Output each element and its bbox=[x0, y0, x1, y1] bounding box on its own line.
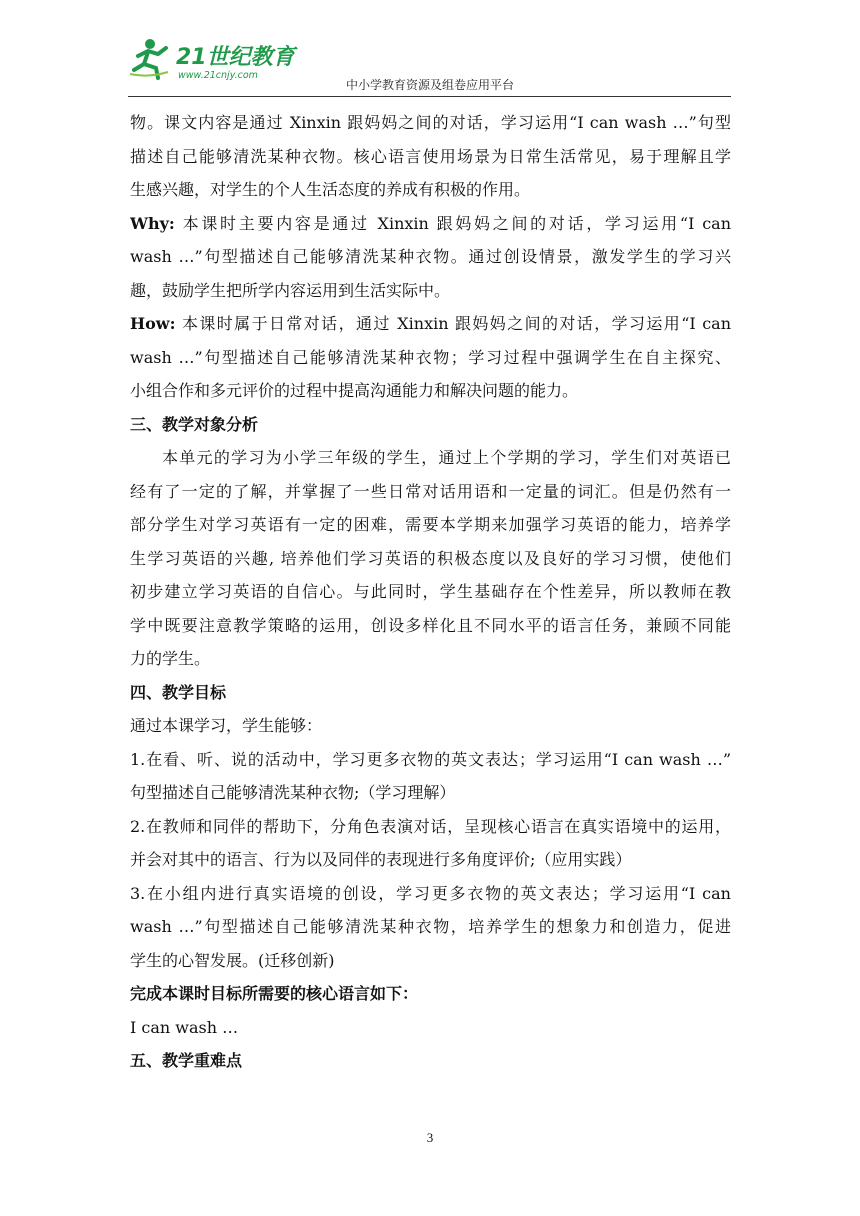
text-line: 描述自己能够清洗某种衣物。核心语言使用场景为日常生活常见，易于理解且学 bbox=[130, 146, 731, 166]
text-line: 3.在小组内进行真实语境的创设，学习更多衣物的英文表达；学习运用“I can bbox=[130, 883, 731, 903]
how-label: How: bbox=[130, 314, 176, 333]
text-line: 生学习英语的兴趣, 培养他们学习英语的积极态度以及良好的学习习惯，使他们 bbox=[130, 548, 731, 568]
text-line: 2.在教师和同伴的帮助下，分角色表演对话，呈现核心语言在真实语境中的运用， bbox=[130, 816, 731, 836]
text-line: 初步建立学习英语的自信心。与此同时，学生基础存在个性差异，所以教师在教 bbox=[130, 582, 731, 601]
text-line: 通过本课学习，学生能够： bbox=[130, 716, 323, 735]
text-line: 生感兴趣，对学生的个人生活态度的养成有积极的作用。 bbox=[130, 180, 531, 199]
section-heading: 四、教学目标 bbox=[130, 682, 227, 702]
page-number: 3 bbox=[426, 1130, 434, 1145]
text-line: 学生的心智发展。(迁移创新) bbox=[130, 950, 335, 970]
text-span: 本课时属于日常对话，通过 Xinxin 跟妈妈之间的对话，学习运用“I can bbox=[181, 314, 731, 333]
text-line: 学中既要注意教学策略的运用，创设多样化且不同水平的语言任务，兼顾不同能 bbox=[130, 615, 731, 635]
why-paragraph-line bbox=[130, 207, 731, 241]
text-line: 小组合作和多元评价的过程中提高沟通能力和解决问题的能力。 bbox=[130, 381, 579, 400]
header-subtitle: 中小学教育资源及组卷应用平台 bbox=[345, 78, 514, 92]
text-line: 部分学生对学习英语有一定的困难，需要本学期来加强学习英语的能力，培养学 bbox=[130, 515, 731, 534]
text-line: 力的学生。 bbox=[130, 649, 211, 668]
text-line: 物。课文内容是通过 Xinxin 跟妈妈之间的对话，学习运用“I can wash …”句型 bbox=[130, 113, 731, 132]
text-line: 本单元的学习为小学三年级的学生，通过上个学期的学习，学生们对英语已 bbox=[162, 448, 731, 467]
text-span: 本课时主要内容是通过 Xinxin 跟妈妈之间的对话，学习运用“I can bbox=[182, 213, 731, 233]
text-line: 1.在看、听、说的活动中，学习更多衣物的英文表达；学习运用“I can wash …” bbox=[130, 749, 731, 769]
text-line: 并会对其中的语言、行为以及同伴的表现进行多角度评价;（应用实践） bbox=[130, 850, 632, 869]
document-body bbox=[130, 106, 731, 1078]
logo-main-text: 21世纪教育 bbox=[176, 45, 295, 70]
section-heading: 三、教学对象分析 bbox=[130, 414, 259, 434]
runner-icon bbox=[130, 39, 168, 78]
page-header bbox=[0, 0, 860, 100]
text-line: wash …”句型描述自己能够清洗某种衣物。通过创设情景，激发学生的学习兴 bbox=[130, 247, 731, 266]
how-paragraph-line bbox=[130, 307, 731, 341]
text-line: wash …”句型描述自己能够清洗某种衣物；学习过程中强调学生在自主探究、 bbox=[130, 347, 731, 367]
text-line: 经有了一定的了解，并掌握了一些日常对话用语和一定量的词汇。但是仍然有一 bbox=[130, 481, 731, 501]
header-divider bbox=[128, 96, 731, 97]
text-line: wash …”句型描述自己能够清洗某种衣物，培养学生的想象力和创造力，促进 bbox=[130, 917, 731, 936]
why-label: Why: bbox=[130, 213, 175, 233]
text-line: 趣，鼓励学生把所学内容运用到生活实际中。 bbox=[130, 280, 451, 300]
logo-sub-text: www.21cnjy.com bbox=[178, 70, 258, 81]
text-line: 句型描述自己能够清洗某种衣物;（学习理解） bbox=[130, 783, 456, 802]
section-heading: 五、教学重难点 bbox=[130, 1051, 243, 1070]
bold-line: 完成本课时目标所需要的核心语言如下： bbox=[130, 984, 419, 1003]
text-line: I can wash … bbox=[130, 1017, 239, 1037]
